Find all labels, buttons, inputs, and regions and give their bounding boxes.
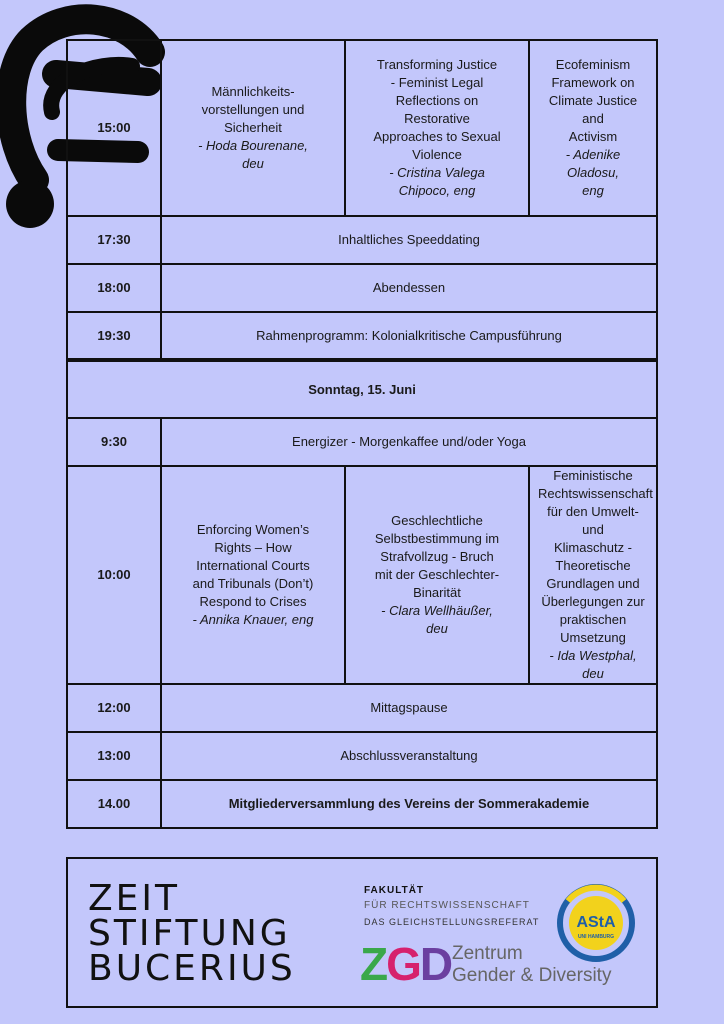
speaker: - Hoda Bourenane,	[198, 138, 308, 153]
time-cell: 10:00	[67, 466, 161, 684]
faculty-logo: FAKULTÄT FÜR RECHTSWISSENSCHAFT DAS GLEICHSTELLUNGSREFERAT	[364, 885, 540, 927]
event-cell: Energizer - Morgenkaffee und/oder Yoga	[161, 418, 657, 466]
schedule-row	[67, 216, 657, 264]
day-heading: Sonntag, 15. Juni	[67, 360, 657, 418]
session-cell: Männlichkeits- vorstellungen und Sicherheit - Hoda Bourenane, deu	[161, 40, 345, 216]
speaker: deu	[426, 621, 448, 636]
schedule-table	[66, 39, 658, 829]
schedule-row	[67, 732, 657, 780]
zgd-logo: ZGD Zentrum Gender & Diversity	[360, 938, 612, 990]
session-cell: Geschlechtliche Selbstbestimmung im Strafvollzug - Bruch mit der Geschlechter- Binarität - Clara Wellhäußer, deu	[345, 466, 529, 684]
asta-logo	[556, 883, 636, 963]
event-cell: Mittagspause	[161, 684, 657, 732]
svg-text:UNI HAMBURG: UNI HAMBURG	[577, 934, 615, 940]
day-heading-row	[67, 360, 657, 418]
speaker: deu	[242, 156, 264, 171]
session-cell: Enforcing Women’s Rights – How International Courts and Tribunals (Don’t) Respond to Crises - Annika Knauer, eng	[161, 466, 345, 684]
time-cell: 17:30	[67, 216, 161, 264]
event-cell: Abschlussveranstaltung	[161, 732, 657, 780]
speaker: Chipoco, eng	[398, 183, 476, 198]
schedule-row	[67, 780, 657, 828]
event-cell: Rahmenprogramm: Kolonialkritische Campusführung	[161, 312, 657, 360]
speaker: - Cristina Valega	[389, 165, 485, 180]
schedule-row	[67, 264, 657, 312]
speaker: eng	[582, 183, 604, 198]
time-cell: 18:00	[67, 264, 161, 312]
speaker: - Ida Westphal, deu	[549, 648, 637, 681]
zeit-stiftung-logo: ZEIT STIFTUNG BUCERIUS	[88, 878, 296, 989]
event-cell: Mitgliederversammlung des Vereins der Sommerakademie	[161, 780, 657, 828]
time-cell: 12:00	[67, 684, 161, 732]
speaker: - Clara Wellhäußer,	[381, 603, 493, 618]
schedule-row	[67, 418, 657, 466]
event-cell: Abendessen	[161, 264, 657, 312]
event-cell: Inhaltliches Speeddating	[161, 216, 657, 264]
session-cell: Transforming Justice - Feminist Legal Reflections on Restorative Approaches to Sexual Violence - Cristina Valega Chipoco, eng	[345, 40, 529, 216]
time-cell: 9:30	[67, 418, 161, 466]
time-cell: 15:00	[67, 40, 161, 216]
time-cell: 13:00	[67, 732, 161, 780]
sponsor-footer	[66, 857, 658, 1008]
svg-text:AStA: AStA	[576, 914, 616, 931]
speaker: - Adenike Oladosu,	[565, 147, 621, 180]
time-cell: 14.00	[67, 780, 161, 828]
session-cell: Feministische Rechtswissenschaft für den Umwelt- und Klimaschutz - Theoretische Grundlagen und Überlegungen zur praktischen Umsetzung - Ida Westphal, deu	[529, 466, 657, 684]
schedule-row	[67, 312, 657, 360]
schedule-row	[67, 684, 657, 732]
schedule-row	[67, 40, 657, 216]
session-cell: Ecofeminism Framework on Climate Justice and Activism - Adenike Oladosu, eng	[529, 40, 657, 216]
speaker: - Annika Knauer, eng	[192, 612, 314, 627]
time-cell: 19:30	[67, 312, 161, 360]
schedule-row	[67, 466, 657, 684]
